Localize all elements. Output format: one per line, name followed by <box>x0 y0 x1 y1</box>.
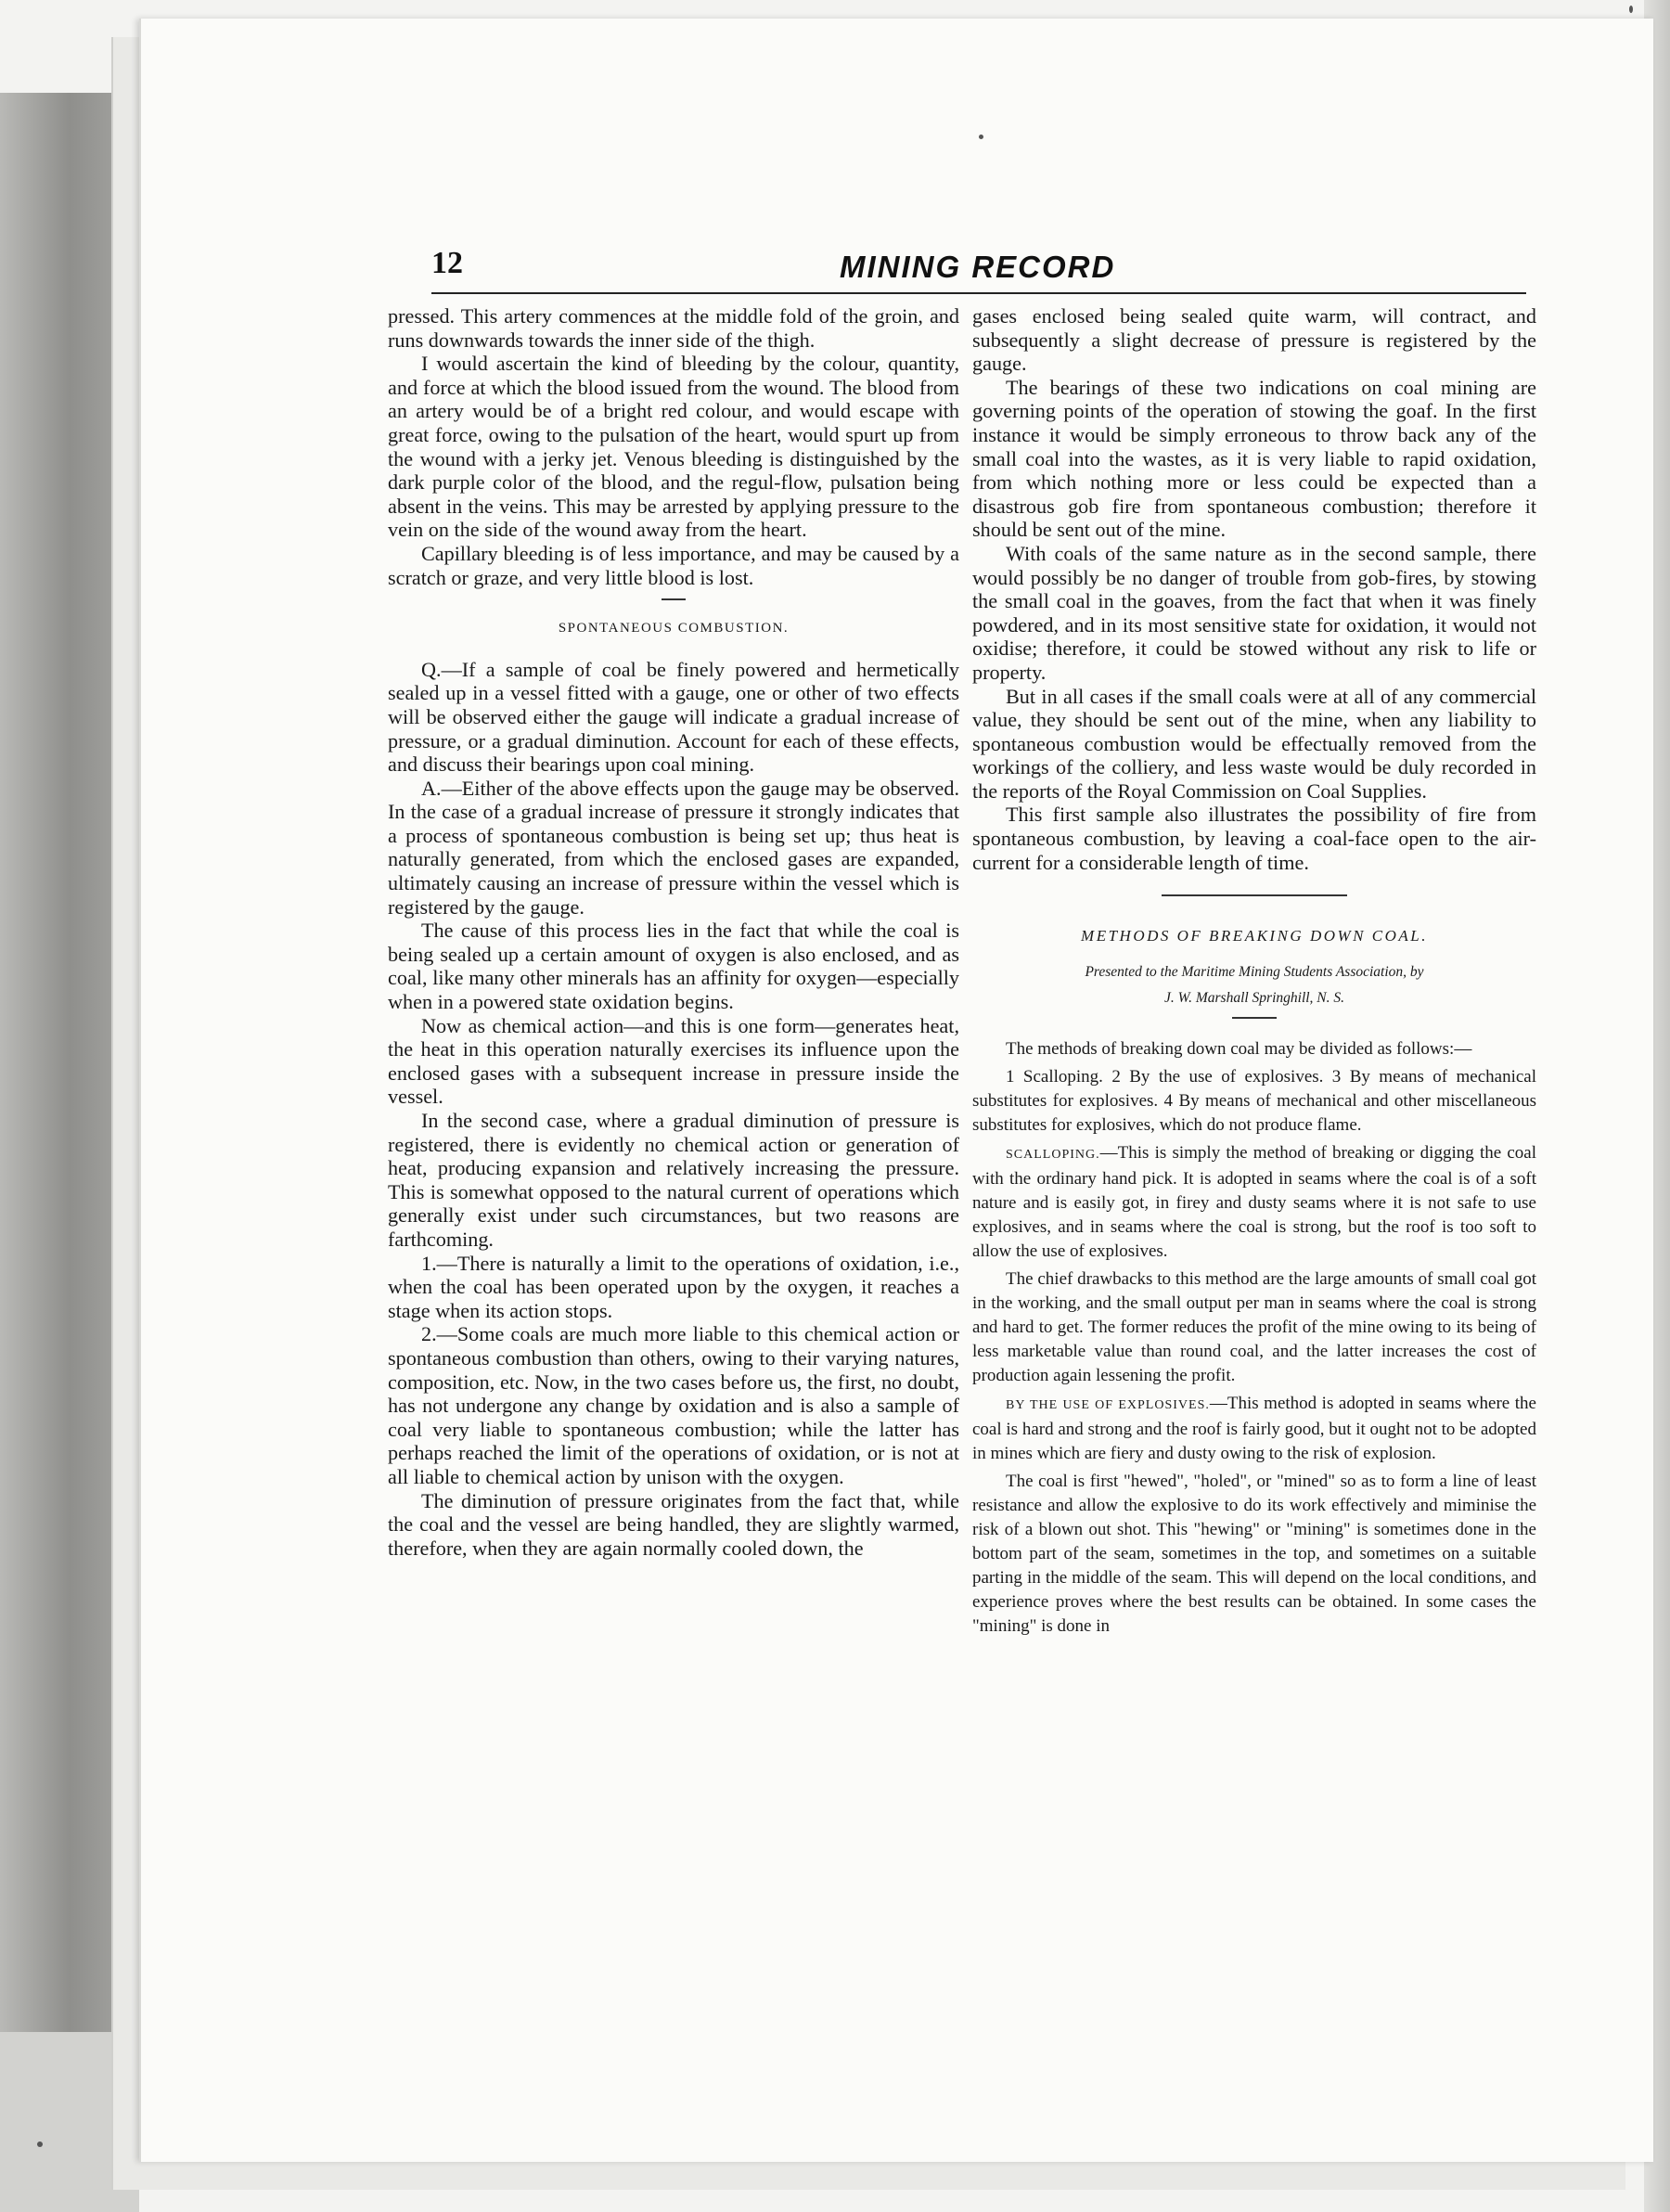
paper-speck <box>979 135 983 139</box>
page-header <box>431 246 1526 294</box>
paper-speck <box>1629 6 1633 13</box>
subheading-explosives: BY THE USE OF EXPLOSIVES. <box>1006 1397 1210 1412</box>
journal-title: MINING RECORD <box>840 250 1116 284</box>
page-number: 12 <box>431 246 463 280</box>
paragraph: The methods of breaking down coal may be divided as follows:— <box>1006 1038 1472 1059</box>
paragraph-text: —This is simply the method of breaking or digging the coal with the ordinary hand pick. It is adopted in seams where the coal is of a soft nature and is easily got, in firey and dusty seams where it is not safe to use explosives, and in seams where the coal is strong, but the roof is too soft to allow the use of explosives. <box>972 1142 1536 1261</box>
paragraph: 1.—There is naturally a limit to the operations of oxidation, i.e., when the coal has been operated upon by the oxygen, it reaches a stage when its action stops. <box>388 1251 959 1322</box>
article-body <box>972 1037 1536 1639</box>
paragraph: pressed. This artery commences at the middle fold of the groin, and runs downwards towards the inner side of the thigh. <box>388 304 959 352</box>
paragraph: 2.—Some coals are much more liable to this chemical action or spontaneous combustion than others, owing to their varying natures, composition, etc. Now, in the two cases before us, the first, no doubt, has not undergone any change by oxidation and is also a sample of coal very liable to spontaneous combustion; while the latter has perhaps reached the limit of the operations of oxidation, or is not at all liable to chemical action by unison with the oxygen. <box>388 1322 959 1488</box>
paragraph <box>972 1141 1536 1264</box>
separator-rule <box>1232 1017 1277 1019</box>
paragraph: 1 Scalloping. 2 By the use of explosives. 3 By means of mechanical substitutes for explosives. 4 By means of mechanical and other miscellaneous substitutes for explosives, which do not produce flame. <box>972 1066 1536 1135</box>
subheading-scalloping: SCALLOPING. <box>1006 1147 1100 1162</box>
paragraph: Capillary bleeding is of less importance, and may be caused by a scratch or graze, and very little blood is lost. <box>388 541 959 589</box>
article-title: METHODS OF BREAKING DOWN COAL. <box>1081 927 1428 945</box>
separator-rule <box>1162 894 1347 896</box>
right-column <box>972 304 1536 1993</box>
paragraph: I would ascertain the kind of bleeding by the colour, quantity, and force at which the blood issued from the wound. The blood from an artery would be of a bright red colour, and would escape with great force, owing to the pulsation of the heart, would spurt up from the wound with a jerky jet. Venous bleeding is distinguished by the dark purple color of the blood, and the regul-flow, pulsation being absent in the veins. This may be arrested by applying pressure to the vein on the side of the wound away from the heart. <box>388 352 959 542</box>
section-heading: SPONTANEOUS COMBUSTION. <box>558 621 790 637</box>
paragraph: With coals of the same nature as in the second sample, there would possibly be no danger of trouble from gob-fires, by stowing the small coal in the goaves, from the fact that when it was finely powdered, and in its most sensitive state for oxidation, it would not oxidise; therefore, it could be stowed without any risk to life or property. <box>972 541 1536 684</box>
paragraph: The diminution of pressure originates from the fact that, while the coal and the vessel are being handled, they are slightly warmed, therefore, when they are again normally cooled down, the <box>388 1488 959 1560</box>
paragraph: Now as chemical action—and this is one form—generates heat, the heat in this operation naturally exercises its influence upon the enclosed gases with a subsequent increase in pressure inside the vessel. <box>388 1013 959 1109</box>
separator-rule <box>662 598 686 600</box>
paragraph <box>972 1392 1536 1466</box>
byline-author: J. W. Marshall Springhill, N. S. <box>1163 989 1345 1006</box>
paragraph: A.—Either of the above effects upon the gauge may be observed. In the case of a gradual increase of pressure it strongly indicates that a process of spontaneous combustion is being set up; thus heat is naturally generated, from which the enclosed gases are expanded, ultimately causing an increase of pressure within the vessel which is registered by the gauge. <box>388 776 959 919</box>
paragraph: The coal is first "hewed", "holed", or "mined" so as to form a line of least resistance and allow the explosive to do its work effectively and miminise the risk of a blown out shot. This "hewing" or "mining" is sometimes done in the bottom part of the seam, sometimes in the top, and sometimes on a suitable parting in the middle of the seam. This will depend on the local conditions, and experience proves where the best results can be obtained. In some cases the "mining" is done in <box>972 1471 1536 1636</box>
paragraph: Q.—If a sample of coal be finely powered and hermetically sealed up in a vessel fitted with a gauge, one or other of two effects will be observed either the gauge will indicate a gradual increase of pressure, or a gradual diminution. Account for each of these effects, and discuss their bearings upon coal mining. <box>388 657 959 777</box>
byline-presented: Presented to the Maritime Mining Students Association, by <box>1085 963 1424 980</box>
paragraph: This first sample also illustrates the possibility of fire from spontaneous combustion, by leaving a coal-face open to the air-current for a considerable length of time. <box>972 803 1536 874</box>
paragraph: The chief drawbacks to this method are the large amounts of small coal got in the working, and the small output per man in seams where the coal is strong and hard to get. The former reduces the profit of the mine owing to its being of less marketable value than round coal, and the latter increases the cost of production again lessening the profit. <box>972 1268 1536 1385</box>
paper-speck <box>37 2141 43 2147</box>
left-column <box>388 304 959 1993</box>
paragraph: The cause of this process lies in the fact that while the coal is being sealed up a certain amount of oxygen is also enclosed, and as coal, like many other minerals has an affinity for oxygen—especially when in a powered state oxidation begins. <box>388 919 959 1014</box>
paragraph-text: —This method is adopted in seams where the coal is hard and strong and the roof is fairly good, but it ought not to be adopted in mines which are fiery and dusty owing to the risk of explosion. <box>972 1393 1536 1463</box>
paragraph: But in all cases if the small coals were at all of any commercial value, they should be sent out of the mine, when any liability to spontaneous combustion would be effectually removed from the workings of the colliery, and less waste would be duly recorded in the reports of the Royal Commission on Coal Supplies. <box>972 684 1536 803</box>
paragraph: The bearings of these two indications on coal mining are governing points of the operation of stowing the goaf. In the first instance it would be simply erroneous to throw back any of the small coal into the wastes, as it is very liable to rapid oxidation, from which nothing more or less could be expected than a disastrous gob fire from spontaneous combustion; therefore it should be sent out of the mine. <box>972 375 1536 542</box>
paragraph: In the second case, where a gradual diminution of pressure is registered, there is evidently no chemical action or generation of heat, producing expansion and relatively increasing the pressure. This is somewhat opposed to the natural current of operations which generally exist under such circumstances, but two reasons are farthcoming. <box>388 1109 959 1251</box>
paragraph: gases enclosed being sealed quite warm, will contract, and subsequently a slight decrease of pressure is registered by the gauge. <box>972 304 1536 376</box>
